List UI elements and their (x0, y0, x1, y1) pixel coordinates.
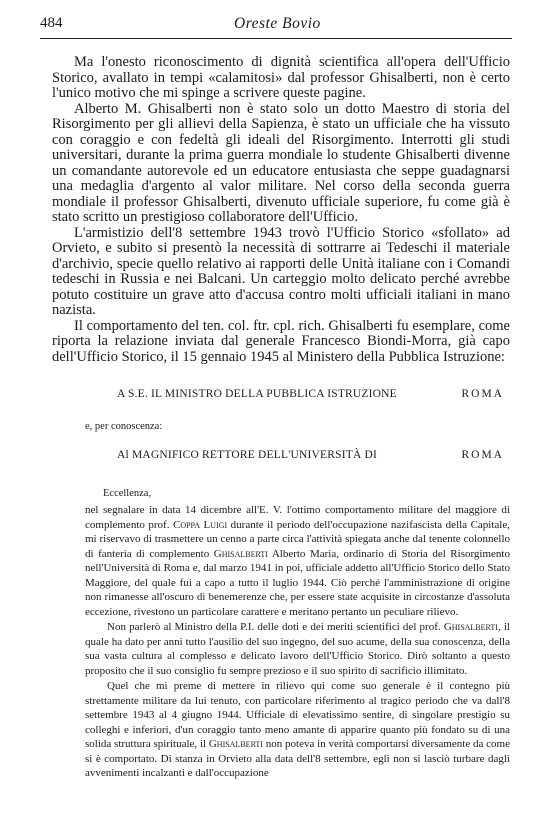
letter-recipient-rector (85, 449, 510, 466)
main-text (52, 55, 510, 365)
letter-text: non poteva in verità comportarsi diversamente da come si è comportato. Di stanza in Orvieto alla data dell'8 settembre, egli non si lasciò turbare dagli avvenimenti incalzanti e dall'occupazione (85, 738, 510, 779)
letter-text: durante il periodo dell'occupazione nazifascista della Capitale, mi riservavo di trasmettere un cenno a parte circa l'attività spiegata anche dal tenente colonnello di fanteria di complemento (85, 518, 510, 560)
letter-paragraph (85, 679, 510, 781)
letter-text: Non parlerò al Ministro della P.I. delle doti e dei meriti scientifici del prof. (107, 621, 444, 633)
paragraph: L'armistizio dell'8 settembre 1943 trovò l'Ufficio Storico «sfollato» ad Orvieto, e subito si presentò la necessità di sottrarre ai Tedeschi il materiale d'archivio, specie quello relativo ai rapporti delle Unità italiane con i Comandi tedeschi in Russia e nei Balcani. Un carteggio molto delicato perché avrebbe potuto costituire un grave atto d'accusa contro molti ufficiali italiani in mano nazista. (52, 224, 510, 318)
letter-text: nel segnalare in data 14 dicembre all'E. V. l'ottimo comportamento militare del maggiore di complemento prof. (85, 504, 510, 531)
header-rule (40, 38, 512, 39)
letter-text: Alberto Maria, ordinario di Storia del Risorgimento nell'Università di Roma e, dal marzo 1941 in poi, ufficiale addetto all'Ufficio Storico dello Stato Maggiore, del quale fui a capo a tutto il luglio 1944. Ciò perché l'amministrazione di origine non rimanesse all'oscuro di benemerenze che, per essere state acquisite in circostanze d'assoluta eccezione, rivestono un particolare carattere e meritano pertanto un peculiare rilievo. (85, 547, 510, 618)
letter-salutation: Eccellenza, (103, 488, 152, 499)
person-name: Ghisalberti (443, 621, 498, 633)
quoted-letter-header (85, 388, 510, 502)
paragraph: Il comportamento del ten. col. ftr. cpl. rich. Ghisalberti fu esemplare, come riporta la relazione inviata dal generale Francesco Biondi-Morra, già capo dell'Ufficio Storico, il 15 gennaio 1945 al Ministero della Pubblica Istruzione: (52, 317, 510, 365)
paragraph: Alberto M. Ghisalberti non è stato solo un dotto Maestro di storia del Risorgimento per gli allievi della Sapienza, è stato un ufficiale che ha vissuto con coraggio e con fedeltà gli ideali del Risorgimento. Interrotti gli studi universitari, durante la prima guerra mondiale lo studente Ghisalberti divenne un comandante autorevole ed un educatore entusiasta che seppe guadagnarsi una medaglia d'argento al valor militare. Nel corso della seconda guerra mondiale il professor Ghisalberti, divenuto ufficiale superiore, fu come già è stato scritto un prestigioso collaboratore dell'Ufficio. (52, 100, 510, 225)
paragraph: Ma l'onesto riconoscimento di dignità scientifica all'opera dell'Ufficio Storico, avallato in tempi «calamitosi» dal professor Ghisalberti, non è certo l'unico motivo che mi spinge a scrivere queste pagine. (52, 54, 510, 101)
person-name: Ghisalberti (208, 738, 263, 750)
letter-text: , il quale ha dato per anni tutto l'ausilio del suo ingegno, del suo acume, della sua conoscenza, della sua vasta cultura al complesso e delicato lavoro dell'Ufficio Storico. Dirò soltanto a questo proposito che il suo consiglio fu sempre prezioso e il suo spirito di sacrificio illimitato. (85, 621, 510, 677)
recipient-city: ROMA (461, 449, 504, 461)
recipient-minister: A S.E. IL MINISTRO DELLA PUBBLICA ISTRUZIONE (117, 388, 397, 400)
page-header (40, 15, 510, 37)
quoted-letter-body (85, 503, 510, 781)
person-name: Ghisalberti (213, 547, 268, 560)
letter-text: Quel che mi preme di mettere in rilievo qui come suo generale è il contegno più strettamente militare da lui tenuto, con particolare riferimento al tragico periodo che va dall'8 settembre 1943 al 4 giugno 1944. Ufficiale di elevatissimo sentire, di singolare prestigio su colleghi e inferiori, d'un coraggio tanto meno amante di apparire quanto più fondato su di una solida struttura spirituale, il (85, 680, 510, 750)
letter-paragraph (85, 503, 510, 619)
recipient-rector: Al MAGNIFICO RETTORE DELL'UNIVERSITÀ DI (117, 449, 378, 461)
letter-paragraph (85, 620, 510, 678)
person-name: Coppa Luigi (172, 518, 228, 531)
cc-line: e, per conoscenza: (85, 421, 163, 432)
page-number: 484 (40, 15, 63, 31)
letter-recipient-minister (85, 388, 510, 405)
running-title: Oreste Bovio (234, 15, 321, 32)
recipient-city: ROMA (461, 388, 504, 400)
